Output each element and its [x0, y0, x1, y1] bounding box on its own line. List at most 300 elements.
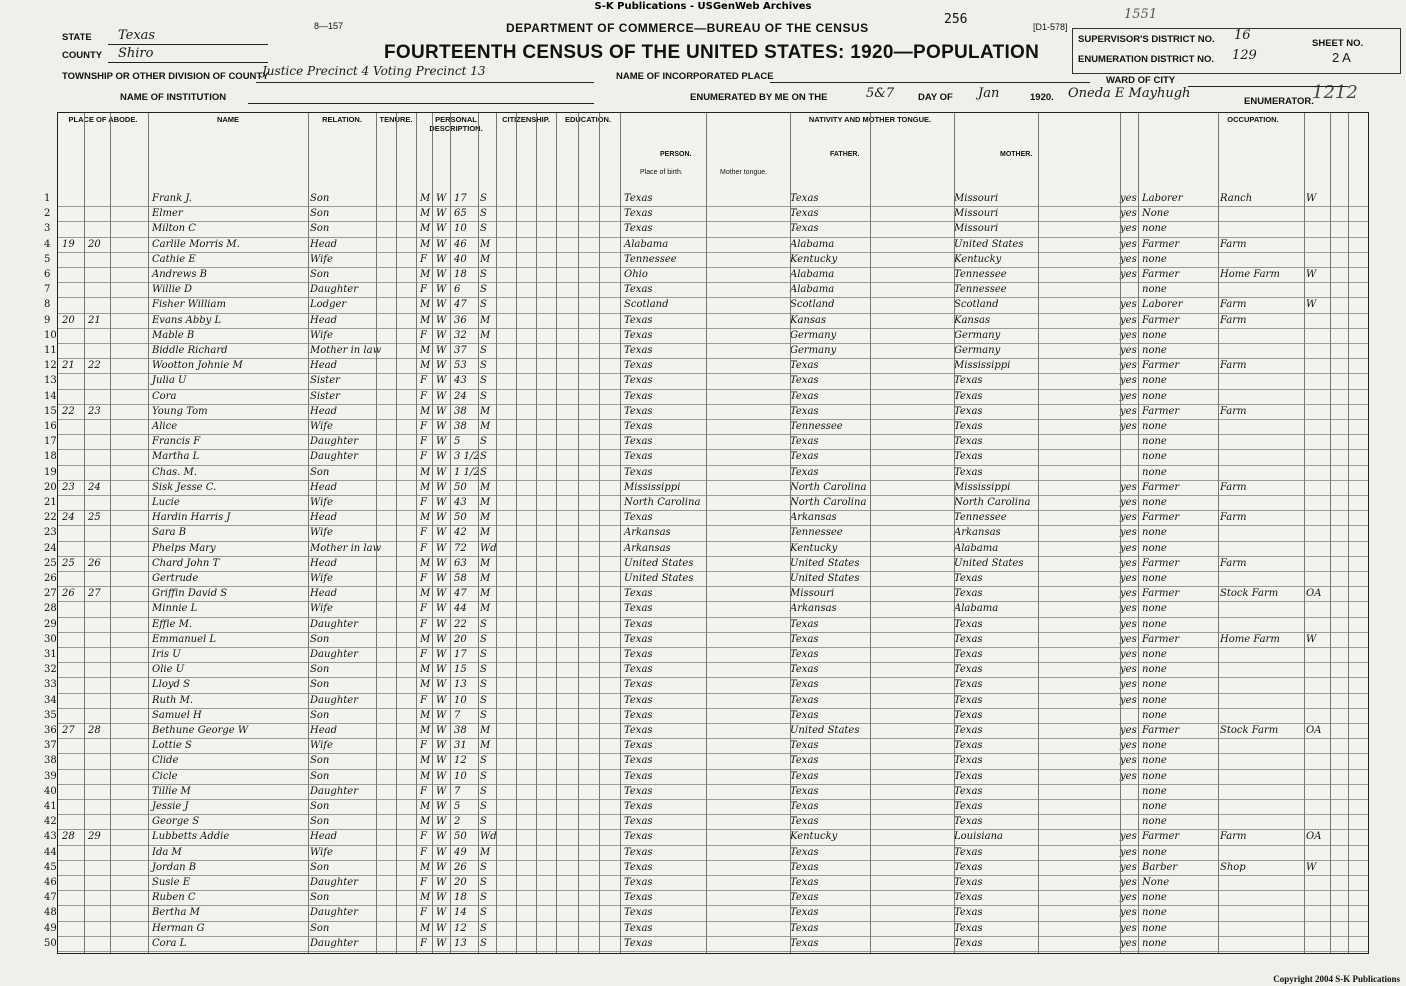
cell-mpob: Missouri — [954, 223, 999, 235]
cell-sex: M — [420, 892, 431, 904]
cell-race: W — [436, 542, 447, 554]
column-divider — [450, 113, 451, 953]
cell-ms: S — [480, 208, 487, 220]
year-value: 1920. — [1030, 92, 1054, 103]
table-row — [44, 313, 1368, 329]
cell-pob: Texas — [624, 725, 653, 736]
cell-name: Griffin David S — [152, 588, 228, 600]
cell-race: W — [436, 527, 447, 539]
cell-pob: Texas — [624, 466, 653, 478]
cell-race: W — [436, 861, 447, 873]
cell-ms: S — [480, 877, 487, 888]
cell-ms: M — [480, 557, 491, 569]
table-row — [44, 814, 1368, 830]
column-divider — [84, 113, 85, 953]
line-number: 35 — [44, 709, 57, 721]
cell-mpob: Texas — [954, 436, 983, 448]
cell-mpob: Texas — [954, 816, 983, 828]
cell-ms: S — [480, 937, 487, 949]
supervisor-label: SUPERVISOR'S DISTRICT NO. — [1078, 34, 1215, 45]
table-row — [44, 465, 1368, 481]
supervisor-value: 16 — [1234, 28, 1251, 43]
cell-sex: M — [420, 633, 431, 645]
form-number: 8—157 — [314, 21, 344, 31]
cell-sex: M — [420, 269, 431, 280]
cell-name: Emmanuel L — [152, 633, 217, 645]
cell-age: 37 — [454, 345, 467, 356]
cell-age: 49 — [454, 846, 467, 858]
cell-occ: Farmer — [1142, 512, 1180, 524]
cell-ms: S — [480, 694, 487, 706]
cell-age: 24 — [454, 390, 467, 402]
cell-pob: Texas — [624, 709, 653, 721]
cell-rel: Wife — [310, 253, 333, 265]
cell-ms: M — [480, 846, 491, 858]
cell-eng: yes — [1120, 694, 1137, 706]
cell-sex: M — [420, 664, 431, 676]
cell-cls: OA — [1306, 588, 1322, 600]
cell-ms: S — [480, 618, 487, 630]
cell-fam: 28 — [88, 725, 101, 736]
cell-fpob: Texas — [790, 618, 819, 630]
cell-eng: yes — [1120, 329, 1137, 341]
line-number: 5 — [44, 253, 51, 265]
cell-mpob: Alabama — [954, 603, 999, 615]
cell-sex: M — [420, 314, 431, 326]
column-divider — [790, 113, 791, 953]
nativity-tongue-label: Mother tongue. — [720, 169, 768, 176]
cell-pob: Texas — [624, 436, 653, 448]
cell-rel: Sister — [310, 375, 340, 387]
cell-ms: M — [480, 740, 491, 752]
cell-fpob: North Carolina — [790, 481, 867, 493]
cell-pob: Texas — [624, 405, 653, 417]
cell-pob: United States — [624, 573, 694, 584]
cell-cls: W — [1306, 861, 1317, 873]
sheet-value: 2 A — [1332, 50, 1351, 65]
cell-occ: none — [1142, 816, 1167, 828]
line-number: 4 — [44, 238, 51, 250]
line-number: 38 — [44, 755, 57, 767]
cell-ms: M — [480, 603, 491, 615]
cell-pob: Texas — [624, 421, 653, 432]
cell-mpob: Texas — [954, 725, 983, 736]
cell-dw: 27 — [62, 725, 75, 736]
cell-sex: F — [420, 740, 427, 752]
cell-mpob: Texas — [954, 451, 983, 463]
cell-pob: Arkansas — [624, 542, 671, 554]
cell-fpob: Texas — [790, 937, 819, 949]
table-row — [44, 586, 1368, 602]
line-number: 19 — [44, 466, 57, 478]
cell-race: W — [436, 390, 447, 402]
cell-occ: none — [1142, 284, 1167, 296]
line-number: 20 — [44, 481, 57, 493]
cell-age: 12 — [454, 755, 467, 767]
enumerator-number: 1212 — [1312, 82, 1358, 103]
cell-mpob: Texas — [954, 618, 983, 630]
cell-pob: Texas — [624, 314, 653, 326]
cell-rel: Mother in law — [310, 345, 382, 356]
column-divider — [496, 113, 497, 953]
state-label: STATE — [62, 32, 92, 43]
cell-occ: Farmer — [1142, 557, 1180, 569]
table-row — [44, 890, 1368, 906]
township-value: Justice Precinct 4 Voting Precinct 13 — [262, 64, 486, 78]
cell-pob: Texas — [624, 329, 653, 341]
line-number: 32 — [44, 664, 57, 676]
cell-ms: S — [480, 299, 487, 311]
cell-name: Samuel H — [152, 709, 202, 721]
enumerator-name: Oneda E Mayhugh — [1068, 86, 1191, 101]
cell-pob: Mississippi — [624, 481, 681, 493]
line-number: 12 — [44, 360, 57, 372]
cell-mpob: Texas — [954, 755, 983, 767]
cell-eng: yes — [1120, 208, 1137, 220]
table-row — [44, 191, 1368, 207]
cell-occ: None — [1142, 208, 1170, 220]
line-number: 21 — [44, 497, 57, 508]
cell-eng: yes — [1120, 755, 1137, 767]
cell-eng: yes — [1120, 405, 1137, 417]
cell-fpob: Texas — [790, 208, 819, 220]
cell-occ: Farmer — [1142, 238, 1180, 250]
cell-occ: none — [1142, 846, 1167, 858]
cell-eng: yes — [1120, 421, 1137, 432]
nativity-person: PERSON. — [660, 151, 692, 158]
table-row — [44, 252, 1368, 268]
cell-sex: M — [420, 816, 431, 828]
cell-mpob: Missouri — [954, 193, 999, 204]
table-row — [44, 525, 1368, 541]
column-divider — [148, 113, 149, 953]
cell-rel: Son — [310, 801, 330, 812]
cell-race: W — [436, 649, 447, 660]
table-row — [44, 389, 1368, 405]
cell-dw: 24 — [62, 512, 75, 524]
cell-fpob: Tennessee — [790, 527, 843, 539]
cell-sex: M — [420, 557, 431, 569]
cell-occ: none — [1142, 497, 1167, 508]
cell-ind: Ranch — [1220, 193, 1253, 204]
cell-name: Ruth M. — [152, 694, 194, 706]
cell-name: Ruben C — [152, 892, 196, 904]
cell-race: W — [436, 284, 447, 296]
cell-mpob: Texas — [954, 694, 983, 706]
cell-occ: none — [1142, 937, 1167, 949]
cell-fam: 22 — [88, 360, 101, 372]
cell-fam: 27 — [88, 588, 101, 600]
cell-name: Phelps Mary — [152, 542, 216, 554]
cell-age: 38 — [454, 405, 467, 417]
cell-rel: Head — [310, 588, 338, 600]
cell-race: W — [436, 451, 447, 463]
cell-pob: Texas — [624, 588, 653, 600]
cell-fpob: Kentucky — [790, 253, 838, 265]
cell-occ: Barber — [1142, 861, 1178, 873]
cell-mpob: Texas — [954, 375, 983, 387]
column-divider — [110, 113, 111, 953]
month-value: Jan — [978, 86, 1000, 101]
cell-rel: Wife — [310, 573, 333, 584]
line-number: 34 — [44, 694, 57, 706]
cell-ind: Farm — [1220, 405, 1247, 417]
cell-occ: none — [1142, 223, 1167, 235]
cell-fpob: Texas — [790, 679, 819, 691]
cell-name: Alice — [152, 421, 178, 432]
cell-occ: none — [1142, 390, 1167, 402]
cell-sex: M — [420, 466, 431, 478]
cell-eng: yes — [1120, 481, 1137, 493]
cell-occ: Farmer — [1142, 405, 1180, 417]
line-number: 23 — [44, 527, 57, 539]
cell-race: W — [436, 497, 447, 508]
col-education: EDUCATION. — [556, 113, 621, 189]
cell-name: Jordan B — [152, 861, 197, 873]
cell-sex: M — [420, 801, 431, 812]
cell-rel: Son — [310, 208, 330, 220]
col-citizenship: CITIZENSHIP. — [496, 113, 557, 189]
cell-race: W — [436, 922, 447, 934]
line-number: 41 — [44, 801, 57, 812]
cell-name: George S — [152, 816, 200, 828]
line-number: 11 — [44, 345, 57, 356]
page-title: FOURTEENTH CENSUS OF THE UNITED STATES: 1920—POPULATION — [384, 42, 1040, 63]
cell-ms: S — [480, 269, 487, 280]
cell-ms: S — [480, 770, 487, 782]
cell-sex: M — [420, 238, 431, 250]
table-row — [44, 601, 1368, 617]
cell-age: 20 — [454, 633, 467, 645]
cell-pob: Texas — [624, 892, 653, 904]
cell-ind: Home Farm — [1220, 633, 1280, 645]
table-row — [44, 829, 1368, 845]
cell-age: 10 — [454, 770, 467, 782]
cell-sex: M — [420, 755, 431, 767]
cell-race: W — [436, 740, 447, 752]
cell-occ: none — [1142, 694, 1167, 706]
cell-rel: Son — [310, 922, 330, 934]
cell-ms: S — [480, 922, 487, 934]
cell-ms: M — [480, 725, 491, 736]
cell-mpob: Texas — [954, 801, 983, 812]
cell-race: W — [436, 360, 447, 372]
cell-mpob: Texas — [954, 466, 983, 478]
cell-mpob: Texas — [954, 649, 983, 660]
cell-fpob: Texas — [790, 801, 819, 812]
cell-name: Cora L — [152, 937, 187, 949]
cell-fpob: Texas — [790, 649, 819, 660]
cell-age: 31 — [454, 740, 467, 752]
cell-ind: Home Farm — [1220, 269, 1280, 280]
cell-rel: Mother in law — [310, 542, 382, 554]
cell-race: W — [436, 877, 447, 888]
cell-mpob: Louisiana — [954, 831, 1003, 843]
cell-race: W — [436, 405, 447, 417]
cell-dw: 25 — [62, 557, 75, 569]
cell-sex: F — [420, 436, 427, 448]
cell-sex: M — [420, 512, 431, 524]
cell-sex: M — [420, 193, 431, 204]
line-number: 46 — [44, 877, 57, 888]
cell-fpob: Scotland — [790, 299, 835, 311]
cell-name: Elmer — [152, 208, 183, 220]
cell-pob: Texas — [624, 861, 653, 873]
cell-rel: Son — [310, 755, 330, 767]
column-divider — [1218, 113, 1219, 953]
cell-rel: Daughter — [310, 618, 358, 630]
cell-race: W — [436, 633, 447, 645]
cell-occ: none — [1142, 466, 1167, 478]
table-row — [44, 875, 1368, 891]
line-number: 27 — [44, 588, 57, 600]
column-divider — [516, 113, 517, 953]
cell-name: Olie U — [152, 664, 185, 676]
cell-eng: yes — [1120, 649, 1137, 660]
cell-ms: Wd — [480, 542, 497, 554]
cell-occ: none — [1142, 892, 1167, 904]
cell-name: Jessie J — [152, 801, 189, 812]
cell-ms: M — [480, 588, 491, 600]
cell-eng: yes — [1120, 512, 1137, 524]
cell-sex: F — [420, 694, 427, 706]
cell-ms: S — [480, 679, 487, 691]
cell-name: Frank J. — [152, 193, 192, 204]
cell-name: Evans Abby L — [152, 314, 222, 326]
cell-sex: F — [420, 497, 427, 508]
cell-dw: 20 — [62, 314, 75, 326]
cell-sex: F — [420, 649, 427, 660]
cell-pob: Texas — [624, 785, 653, 797]
cell-ms: S — [480, 390, 487, 402]
cell-eng: yes — [1120, 390, 1137, 402]
cell-name: Bertha M — [152, 907, 200, 919]
cell-fpob: Texas — [790, 390, 819, 402]
cell-race: W — [436, 253, 447, 265]
cell-occ: none — [1142, 755, 1167, 767]
cell-ms: M — [480, 238, 491, 250]
cell-age: 42 — [454, 527, 467, 539]
cell-ind: Farm — [1220, 512, 1247, 524]
cell-fpob: Texas — [790, 877, 819, 888]
cell-race: W — [436, 694, 447, 706]
cell-mpob: Texas — [954, 421, 983, 432]
cell-occ: none — [1142, 801, 1167, 812]
cell-occ: Farmer — [1142, 360, 1180, 372]
cell-occ: Farmer — [1142, 269, 1180, 280]
line-number: 31 — [44, 649, 57, 660]
cell-ms: S — [480, 861, 487, 873]
census-table — [44, 112, 1369, 954]
cell-mpob: Texas — [954, 588, 983, 600]
column-divider — [376, 113, 377, 953]
cell-pob: Texas — [624, 360, 653, 372]
line-number: 40 — [44, 785, 57, 797]
cell-ms: S — [480, 801, 487, 812]
cell-rel: Daughter — [310, 451, 358, 463]
cell-occ: none — [1142, 253, 1167, 265]
cell-fpob: Texas — [790, 451, 819, 463]
cell-eng: yes — [1120, 193, 1137, 204]
table-row — [44, 541, 1368, 557]
cell-age: 5 — [454, 436, 461, 448]
cell-fam: 29 — [88, 831, 101, 843]
cell-ms: M — [480, 481, 491, 493]
cell-eng: yes — [1120, 345, 1137, 356]
cell-cls: W — [1306, 269, 1317, 280]
cell-pob: Texas — [624, 877, 653, 888]
cell-rel: Wife — [310, 846, 333, 858]
cell-rel: Head — [310, 360, 338, 372]
cell-eng: yes — [1120, 223, 1137, 235]
cell-mpob: Mississippi — [954, 360, 1011, 372]
cell-rel: Daughter — [310, 877, 358, 888]
cell-fpob: United States — [790, 725, 860, 736]
col-occupation: OCCUPATION. — [1227, 115, 1279, 124]
cell-sex: M — [420, 481, 431, 493]
table-row — [44, 860, 1368, 876]
cell-pob: Texas — [624, 907, 653, 919]
column-divider — [1120, 113, 1121, 953]
column-divider — [870, 113, 871, 953]
cell-ms: S — [480, 649, 487, 660]
col-name: NAME — [148, 113, 309, 189]
cell-pob: Texas — [624, 512, 653, 524]
cell-rel: Wife — [310, 421, 333, 432]
cell-age: 46 — [454, 238, 467, 250]
nativity-father: FATHER. — [830, 151, 860, 158]
column-divider — [1330, 113, 1331, 953]
cell-rel: Head — [310, 314, 338, 326]
cell-ms: M — [480, 512, 491, 524]
cell-fpob: North Carolina — [790, 497, 867, 508]
cell-eng: yes — [1120, 253, 1137, 265]
column-divider — [620, 113, 621, 953]
cell-mpob: Germany — [954, 345, 1001, 356]
column-divider — [478, 113, 479, 953]
cell-name: Young Tom — [152, 405, 208, 417]
cell-mpob: Tennessee — [954, 269, 1007, 280]
cell-age: 10 — [454, 694, 467, 706]
col-personal: PERSONAL DESCRIPTION. — [416, 113, 497, 189]
enumerated-day: 5&7 — [866, 86, 895, 101]
table-row — [44, 297, 1368, 313]
cell-fpob: Alabama — [790, 238, 835, 250]
cell-pob: Tennessee — [624, 253, 677, 265]
cell-mpob: United States — [954, 557, 1024, 569]
cell-occ: none — [1142, 451, 1167, 463]
cell-pob: Texas — [624, 922, 653, 934]
cell-pob: Texas — [624, 649, 653, 660]
cell-age: 20 — [454, 877, 467, 888]
cell-ms: S — [480, 892, 487, 904]
cell-occ: none — [1142, 375, 1167, 387]
cell-mpob: Texas — [954, 573, 983, 584]
cell-pob: Alabama — [624, 238, 669, 250]
cell-age: 7 — [454, 785, 461, 797]
table-row — [44, 328, 1368, 344]
cell-fpob: Arkansas — [790, 603, 837, 615]
cell-age: 18 — [454, 269, 467, 280]
cell-pob: Scotland — [624, 299, 669, 311]
cell-rel: Son — [310, 679, 330, 691]
cell-fpob: Germany — [790, 345, 837, 356]
cell-fpob: Texas — [790, 360, 819, 372]
cell-rel: Head — [310, 512, 338, 524]
cell-fpob: Texas — [790, 436, 819, 448]
cell-age: 12 — [454, 922, 467, 934]
cell-name: Andrews B — [152, 269, 207, 280]
